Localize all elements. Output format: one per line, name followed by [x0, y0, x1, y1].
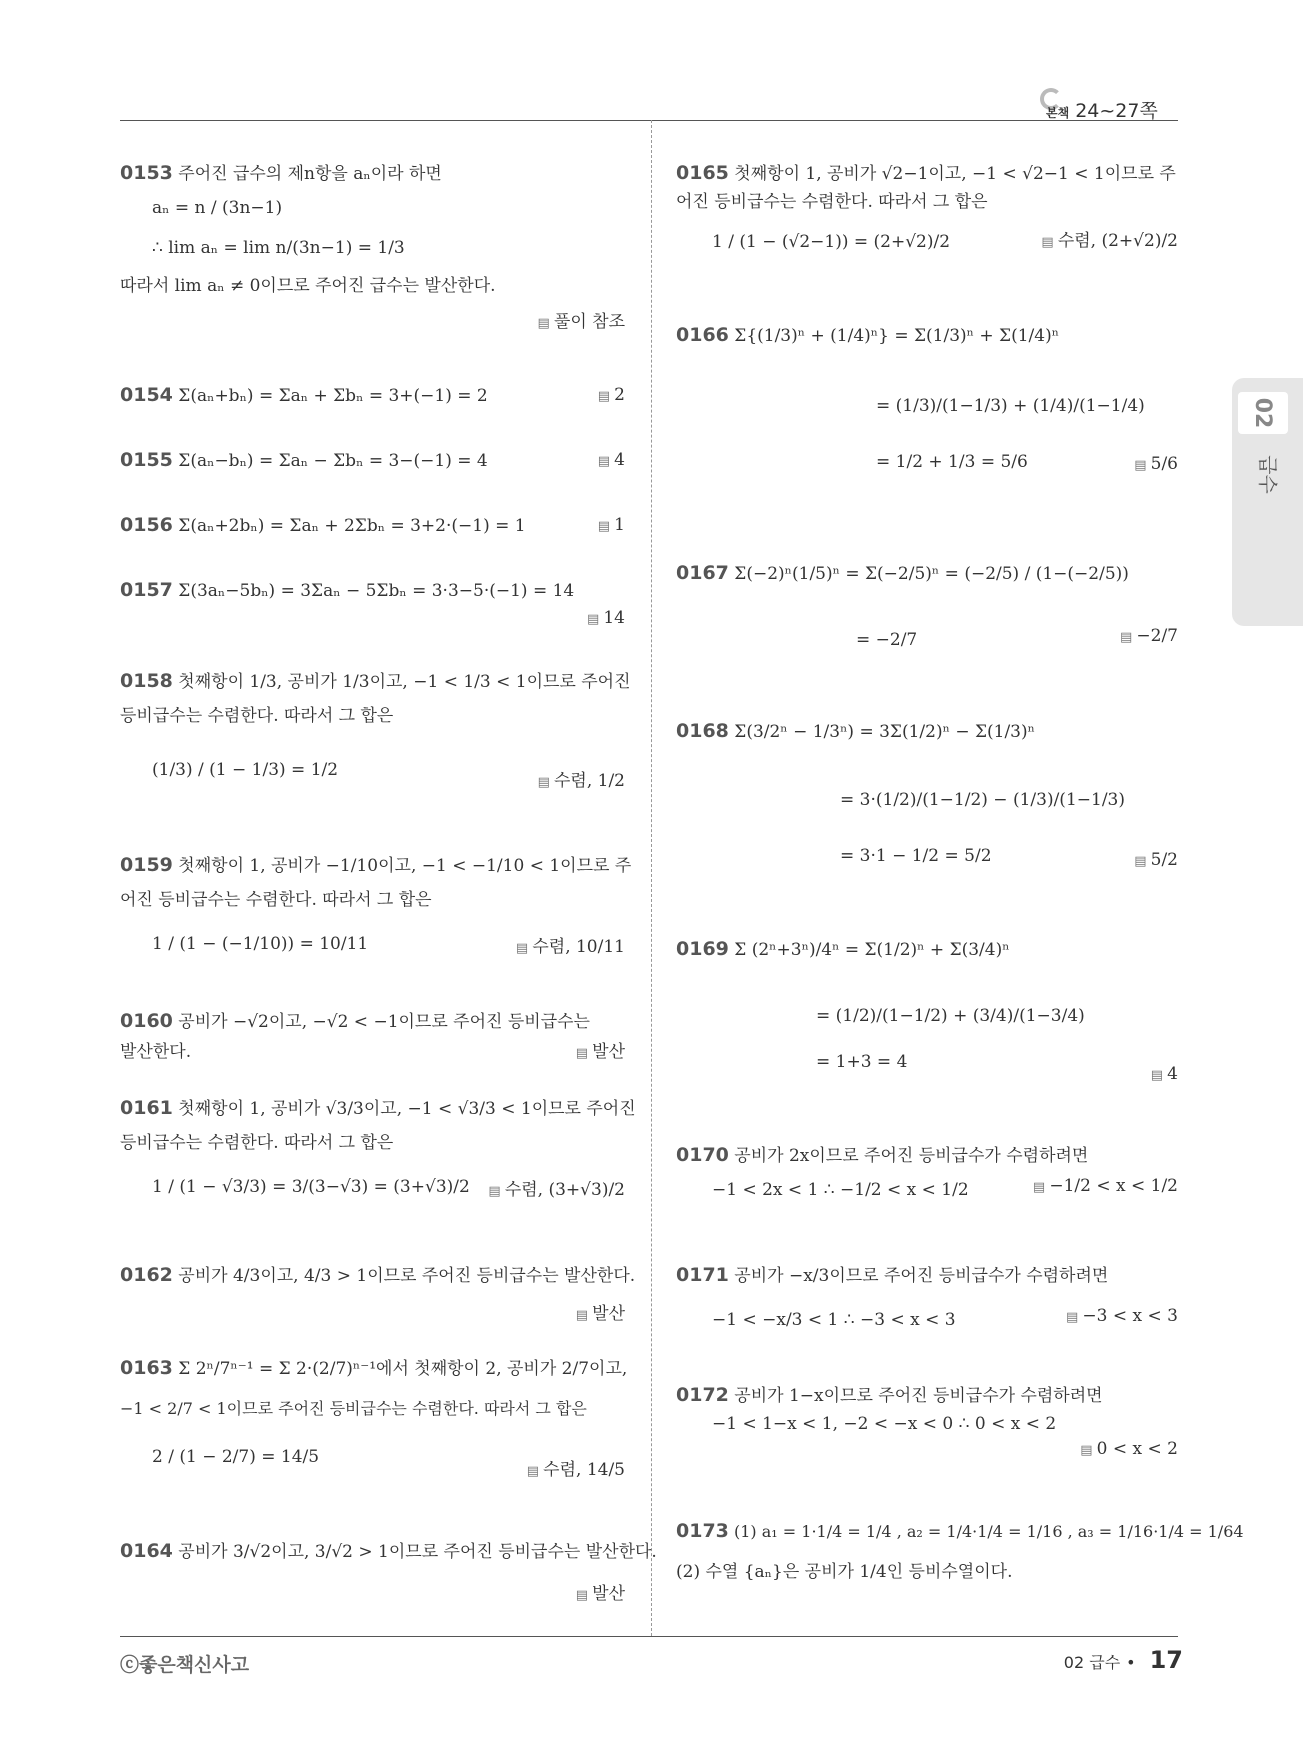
- answer: ▤ 4: [598, 447, 625, 475]
- section-label: 02 급수: [1063, 1653, 1121, 1672]
- chapter-title: 급수: [1255, 455, 1280, 494]
- problem-0162: 0162 공비가 4/3이고, 4/3 > 1이므로 주어진 등비급수는 발산한다. ▤ 발산: [120, 1262, 625, 1324]
- problem-0167: 0167 Σ(−2)ⁿ(1/5)ⁿ = Σ(−2/5)ⁿ = (−2/5) / (1−(−2/5)) = −2/7 ▤ −2/7: [676, 560, 1178, 653]
- answer: ▤ 5/2: [1134, 850, 1178, 870]
- problem-0158: 0158 첫째항이 1/3, 공비가 1/3이고, −1 < 1/3 < 1이므로 주어진 등비급수는 수렴한다. 따라서 그 합은 (1/3) / (1 − 1/3) = 1/2 ▤ 수렴, 1/2: [120, 668, 625, 783]
- answer: ▤ 풀이 참조: [120, 307, 625, 332]
- answer: ▤ 발산: [120, 1579, 625, 1604]
- answer: ▤ 2: [598, 382, 625, 410]
- answer: ▤ 수렴, 1/2: [538, 766, 625, 791]
- answer: ▤ 0 < x < 2: [676, 1439, 1178, 1459]
- answer: ▤ 수렴, 14/5: [527, 1455, 625, 1480]
- publisher-logo: ⓒ좋은책신사고: [120, 1654, 250, 1676]
- page-number: 17: [1149, 1646, 1183, 1674]
- problem-0170: 0170 공비가 2x이므로 주어진 등비급수가 수렴하려면 −1 < 2x < 1 ∴ −1/2 < x < 1/2 ▤ −1/2 < x < 1/2: [676, 1142, 1178, 1203]
- ref-label: 본책: [1046, 106, 1070, 120]
- problem-0160: 0160 공비가 −√2이고, −√2 < −1이므로 주어진 등비급수는 발산한다. ▤ 발산: [120, 1008, 625, 1067]
- answer: ▤ 수렴, (3+√3)/2: [488, 1175, 625, 1200]
- ref-pages: 24~27쪽: [1075, 100, 1158, 122]
- problem-0165: 0165 첫째항이 1, 공비가 √2−1이고, −1 < √2−1 < 1이므로 주 어진 등비급수는 수렴한다. 따라서 그 합은 1 / (1 − (√2−1)) = (2+√2)/2 ▤ 수렴, (2+√2)/2: [676, 160, 1178, 255]
- answer: ▤ 14: [120, 608, 625, 628]
- problem-0157: 0157 Σ(3aₙ−5bₙ) = 3Σaₙ − 5Σbₙ = 3·3−5·(−1) = 14 ▤ 14: [120, 577, 625, 628]
- problem-0168: 0168 Σ(3/2ⁿ − 1/3ⁿ) = 3Σ(1/2)ⁿ − Σ(1/3)ⁿ = 3·(1/2)/(1−1/2) − (1/3)/(1−1/3) = 3·1 − 1/2 = 5/2 ▤ 5/2: [676, 718, 1178, 869]
- problem-0156: 0156 Σ(aₙ+2bₙ) = Σaₙ + 2Σbₙ = 3+2·(−1) = 1 ▤ 1: [120, 512, 625, 540]
- answer: ▤ −2/7: [1120, 626, 1178, 646]
- answer: ▤ 수렴, (2+√2)/2: [1041, 226, 1178, 251]
- page-footer: 02 급수 • 17: [1063, 1646, 1183, 1674]
- problem-0155: 0155 Σ(aₙ−bₙ) = Σaₙ − Σbₙ = 3−(−1) = 4 ▤ 4: [120, 447, 625, 475]
- problem-0164: 0164 공비가 3/√2이고, 3/√2 > 1이므로 주어진 등비급수는 발산한다. ▤ 발산: [120, 1538, 625, 1604]
- answer: ▤ 수렴, 10/11: [516, 932, 625, 957]
- problem-0159: 0159 첫째항이 1, 공비가 −1/10이고, −1 < −1/10 < 1이므로 주 어진 등비급수는 수렴한다. 따라서 그 합은 1 / (1 − (−1/10)) = 10/11 ▤ 수렴, 10/11: [120, 852, 625, 957]
- answer: ▤ 1: [598, 512, 625, 540]
- problem-0172: 0172 공비가 1−x이므로 주어진 등비급수가 수렴하려면 −1 < 1−x < 1, −2 < −x < 0 ∴ 0 < x < 2 ▤ 0 < x < 2: [676, 1382, 1178, 1459]
- textbook-reference: [1046, 96, 1158, 123]
- header-rule: [120, 120, 1178, 121]
- problem-0161: 0161 첫째항이 1, 공비가 √3/3이고, −1 < √3/3 < 1이므로 주어진 등비급수는 수렴한다. 따라서 그 합은 1 / (1 − √3/3) = 3/(3−√3) = (3+√3)/2 ▤ 수렴, (3+√3)/2: [120, 1095, 625, 1200]
- footer-rule: [120, 1636, 1178, 1637]
- column-divider: [651, 120, 652, 1636]
- answer: ▤ −1/2 < x < 1/2: [1033, 1176, 1178, 1196]
- problem-0166: 0166 Σ{(1/3)ⁿ + (1/4)ⁿ} = Σ(1/3)ⁿ + Σ(1/4)ⁿ = (1/3)/(1−1/3) + (1/4)/(1−1/4) = 1/2 + 1/3 = 5/6 ▤ 5/6: [676, 322, 1178, 475]
- problem-0171: 0171 공비가 −x/3이므로 주어진 등비급수가 수렴하려면 −1 < −x/3 < 1 ∴ −3 < x < 3 ▤ −3 < x < 3: [676, 1262, 1178, 1333]
- problem-0153: 0153 주어진 급수의 제n항을 aₙ이라 하면 aₙ = n / (3n−1) ∴ lim aₙ = lim n/(3n−1) = 1/3 따라서 lim aₙ ≠ 0이므로 주어진 급수는 발산한다. ▤ 풀이 참조: [120, 160, 625, 332]
- answer: ▤ 4: [1151, 1064, 1178, 1084]
- answer: ▤ 5/6: [1134, 454, 1178, 474]
- problem-0163: 0163 Σ 2ⁿ/7ⁿ⁻¹ = Σ 2·(2/7)ⁿ⁻¹에서 첫째항이 2, 공비가 2/7이고, −1 < 2/7 < 1이므로 주어진 등비급수는 수렴한다. 따라서 그 합은 2 / (1 − 2/7) = 14/5 ▤ 수렴, 14/5: [120, 1355, 625, 1470]
- problem-0169: 0169 Σ (2ⁿ+3ⁿ)/4ⁿ = Σ(1/2)ⁿ + Σ(3/4)ⁿ = (1/2)/(1−1/2) + (3/4)/(1−3/4) = 1+3 = 4 ▤ 4: [676, 936, 1178, 1075]
- answer: ▤ 발산: [576, 1039, 625, 1067]
- chapter-number: 02: [1238, 392, 1288, 434]
- answer: ▤ −3 < x < 3: [1066, 1306, 1178, 1326]
- problem-0154: 0154 Σ(aₙ+bₙ) = Σaₙ + Σbₙ = 3+(−1) = 2 ▤ 2: [120, 382, 625, 410]
- problem-0173: 0173 (1) a₁ = 1·1/4 = 1/4 , a₂ = 1/4·1/4 = 1/16 , a₃ = 1/16·1/4 = 1/64 (2) 수열 {aₙ}은 공비가 1/4인 등비수열이다.: [676, 1520, 1244, 1582]
- chapter-tab: [1232, 378, 1303, 626]
- answer: ▤ 발산: [120, 1299, 625, 1324]
